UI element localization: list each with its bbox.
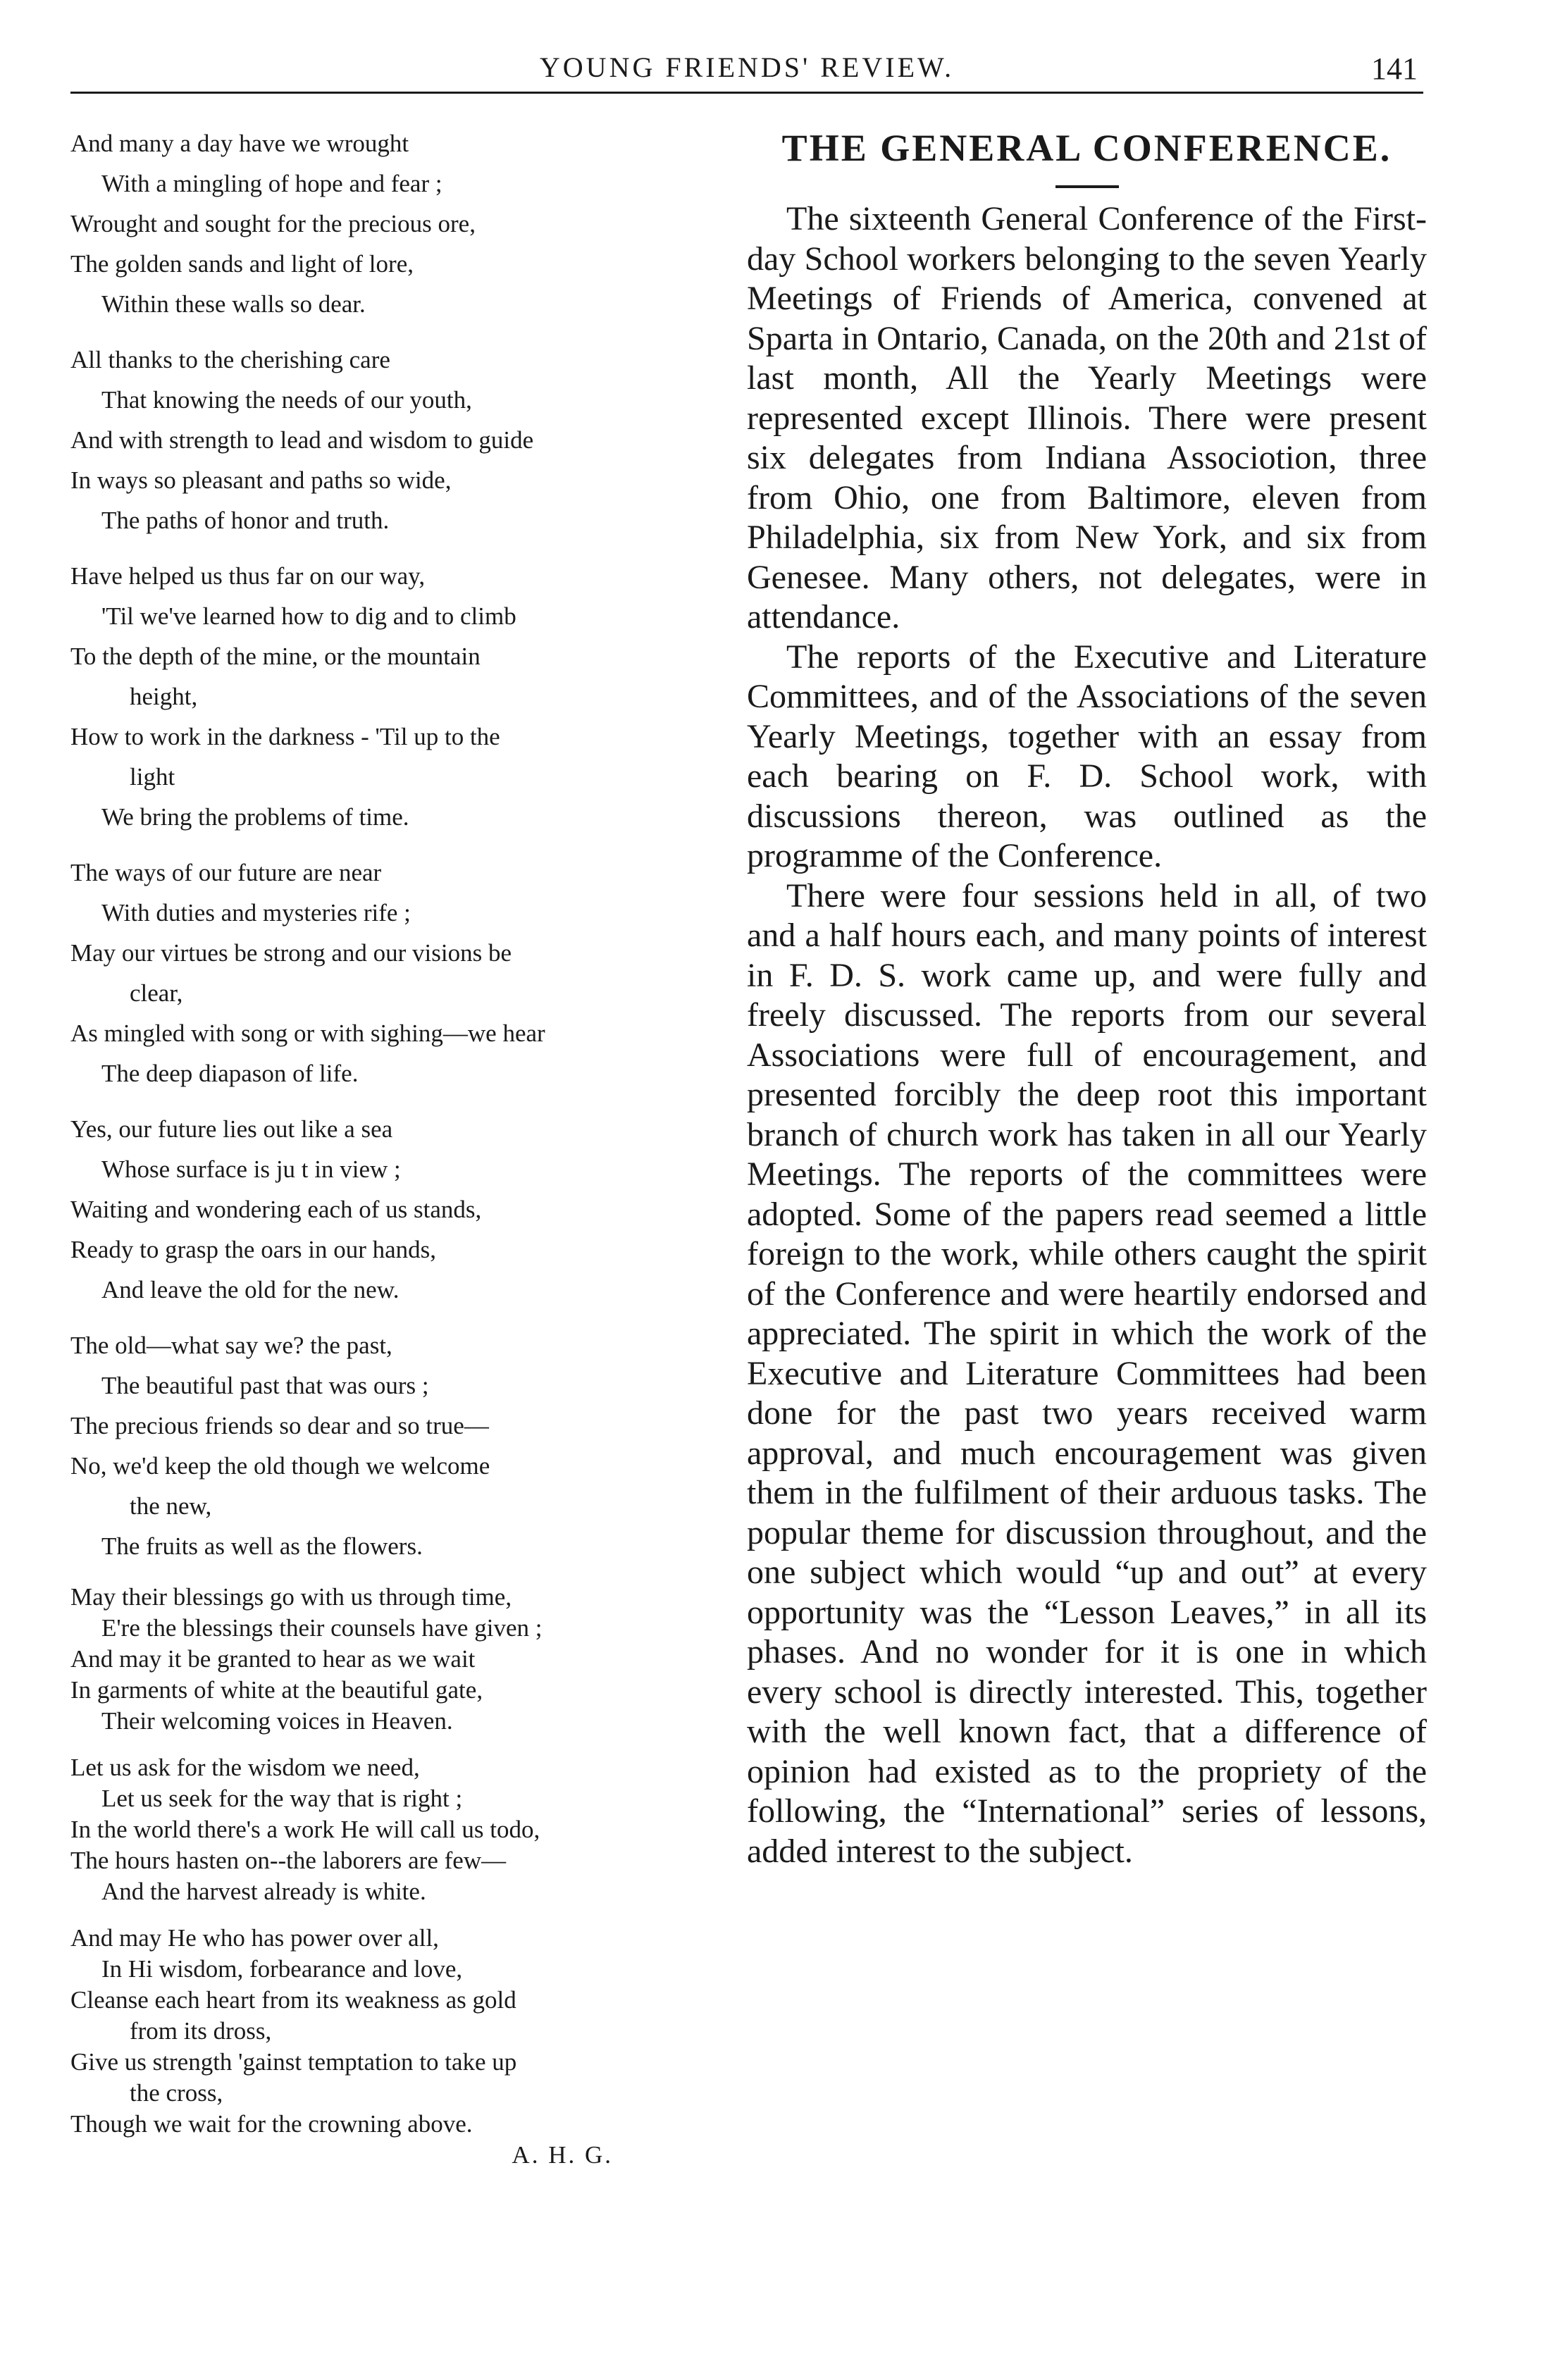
poem-line: How to work in the darkness - 'Til up to the xyxy=(70,723,500,750)
poem-line: The beautiful past that was ours ; xyxy=(101,1372,429,1399)
poem-line: Within these walls so dear. xyxy=(101,290,366,318)
poem-line: As mingled with song or with sighing—we hear xyxy=(70,1019,545,1047)
poem-line: In garments of white at the beautiful gate, xyxy=(70,1676,483,1704)
article-column xyxy=(747,123,1427,2307)
poem-line: In Hi wisdom, forbearance and love, xyxy=(101,1955,463,1983)
poem-line: And may it be granted to hear as we wait xyxy=(70,1645,476,1673)
poem-line: Ready to grasp the oars in our hands, xyxy=(70,1236,437,1263)
poem-line: the cross, xyxy=(130,2079,223,2107)
poem-stanza xyxy=(70,1582,705,1737)
running-title: YOUNG FRIENDS' REVIEW. xyxy=(539,51,955,83)
poem-line: All thanks to the cherishing care xyxy=(70,346,390,373)
poem-line: In the world there's a work He will call us todo, xyxy=(70,1816,540,1843)
poem-line: Have helped us thus far on our way, xyxy=(70,562,426,590)
poem-line: The fruits as well as the flowers. xyxy=(101,1532,423,1560)
poem-line: With duties and mysteries rife ; xyxy=(101,899,411,926)
poem-stanza xyxy=(70,853,705,1093)
poem-line: Waiting and wondering each of us stands, xyxy=(70,1196,482,1223)
poem-line: The hours hasten on--the laborers are few— xyxy=(70,1847,507,1874)
poem-line: Yes, our future lies out like a sea xyxy=(70,1115,393,1143)
poem-line: Let us ask for the wisdom we need, xyxy=(70,1754,420,1781)
poem-line: The paths of honor and truth. xyxy=(101,507,390,534)
poem-signature: A. H. G. xyxy=(512,2141,613,2169)
poem-line: The old—what say we? the past, xyxy=(70,1332,392,1359)
poem-line: Give us strength 'gainst temptation to take up xyxy=(70,2048,517,2076)
poem-line: 'Til we've learned how to dig and to climb xyxy=(101,602,516,630)
poem-line: And many a day have we wrought xyxy=(70,130,409,157)
heading-rule xyxy=(1055,185,1119,188)
article-heading: THE GENERAL CONFERENCE. xyxy=(781,127,1392,169)
poem-stanza xyxy=(70,1923,705,2171)
poem-line: And leave the old for the new. xyxy=(101,1276,400,1303)
poem-stanza xyxy=(70,340,705,540)
poem-line: clear, xyxy=(130,979,183,1007)
poem-line: And may He who has power over all, xyxy=(70,1924,439,1952)
poem-stanza xyxy=(70,123,705,324)
poem-line: The precious friends so dear and so true— xyxy=(70,1412,489,1439)
poem-line: light xyxy=(130,763,175,791)
poem-stanza xyxy=(70,1325,705,1566)
poem-line: The ways of our future are near xyxy=(70,859,382,886)
poem-line: Whose surface is ju t in view ; xyxy=(101,1155,401,1183)
poem-line: And with strength to lead and wisdom to guide xyxy=(70,426,534,454)
poem-stanza xyxy=(70,556,705,837)
running-head xyxy=(70,42,1423,94)
article-paragraph: There were four sessions held in all, of two and a half hours each, and many points of interest in F. D. S. work came up, and were fully and freely discussed. The reports from our several Associations were full of encouragement, and presented forcibly the deep root this important branch of church work has taken in all our Yearly Meetings. The reports of the committees were adopted. Some of the papers read seemed a little foreign to the work, while others caught the spirit of the Conference and were heartily endorsed and appreciated. The spirit in which the work of the Executive and Literature Committees had been done for the past two years received warm approval, and much encouragement was given them in the fulfilment of their arduous tasks. The popular theme for discussion throughout, and the one subject which would “up and out” at every opportunity was the “Lesson Leaves,” in all its phases. And no wonder for it is one in which every school is directly interested. This, together with the well known fact, that a difference of opinion had existed as to the propriety of the following, the “International” series of lessons, added interest to the subject. xyxy=(747,876,1427,1870)
poem-line: Let us seek for the way that is right ; xyxy=(101,1785,463,1812)
poem-line: The golden sands and light of lore, xyxy=(70,250,414,278)
poem-column xyxy=(70,123,705,2293)
article-paragraph: The reports of the Executive and Literature Committees, and of the Associations of the seven Yearly Meetings, together with an essay from each bearing on F. D. School work, with discussions thereon, was outlined as the programme of the Conference. xyxy=(747,638,1427,874)
poem-stanza xyxy=(70,1752,705,1907)
article-paragraph: The sixteenth General Conference of the First-day School workers belonging to the seven Yearly Meetings of Friends of America, convened at Sparta in Ontario, Canada, on the 20th and 21st of last month, All the Yearly Meetings were represented except Illinois. There were present six delegates from Indiana Associotion, three from Ohio, one from Baltimore, eleven from Philadelphia, six from New York, and six from Genesee. Many others, not delegates, were in attendance. xyxy=(747,200,1427,636)
poem-stanza xyxy=(70,1109,705,1310)
poem-line: And the harvest already is white. xyxy=(101,1878,426,1905)
poem-line: Their welcoming voices in Heaven. xyxy=(101,1707,453,1735)
poem-line: from its dross, xyxy=(130,2017,272,2045)
poem-line: Cleanse each heart from its weakness as gold xyxy=(70,1986,516,2014)
poem-line: May our virtues be strong and our visions be xyxy=(70,939,512,967)
poem-line: E're the blessings their counsels have given ; xyxy=(101,1614,543,1642)
poem-line: height, xyxy=(130,683,198,710)
poem-line: the new, xyxy=(130,1492,212,1520)
poem-line: Wrought and sought for the precious ore, xyxy=(70,210,476,237)
poem-line: In ways so pleasant and paths so wide, xyxy=(70,466,452,494)
poem-line: That knowing the needs of our youth, xyxy=(101,386,472,414)
poem-line: Though we wait for the crowning above. xyxy=(70,2110,473,2138)
poem-line: To the depth of the mine, or the mountain xyxy=(70,643,481,670)
poem-line: May their blessings go with us through time, xyxy=(70,1583,512,1611)
poem-line: The deep diapason of life. xyxy=(101,1060,359,1087)
poem-line: We bring the problems of time. xyxy=(101,803,409,831)
poem-line: With a mingling of hope and fear ; xyxy=(101,170,442,197)
page-number: 141 xyxy=(1371,51,1418,86)
poem-line: No, we'd keep the old though we welcome xyxy=(70,1452,490,1480)
